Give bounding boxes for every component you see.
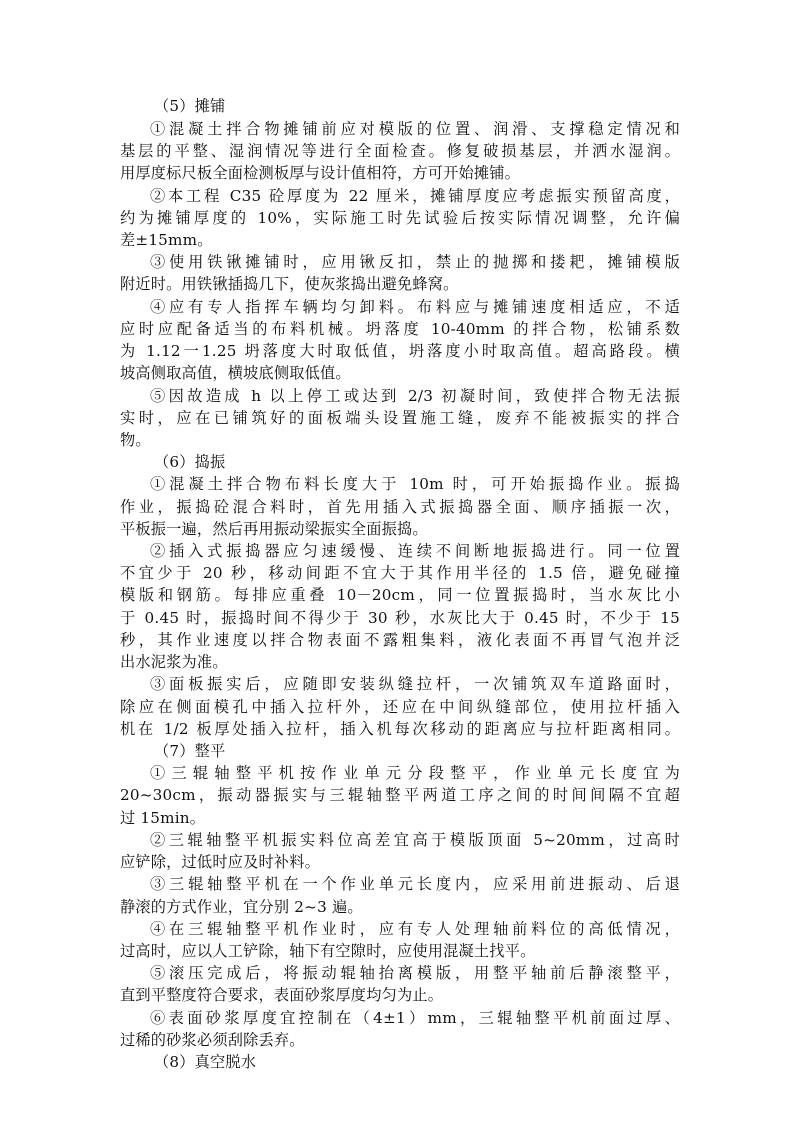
section-heading: （5）摊铺 xyxy=(154,97,226,115)
section-heading: （8）真空脱水 xyxy=(154,1053,257,1071)
text-line: 机在 1/2 板厚处插入拉杆，插入机每次移动的距离应与拉杆距离相同。 xyxy=(120,720,680,738)
text-line: ⑤因故造成 h 以上停工或达到 2/3 初凝时间，致使拌合物无法振 xyxy=(150,387,680,405)
text-line: ③三辊轴整平机在一个作业单元长度内，应采用前进振动、后退 xyxy=(150,875,680,893)
text-line: 基层的平整、湿润情况等进行全面检查。修复破损基层，并洒水湿润。 xyxy=(120,142,680,160)
text-line: 于 0.45 时，振捣时间不得少于 30 秒，水灰比大于 0.45 时，不少于 15 xyxy=(120,609,680,627)
text-line: ①混凝土拌合物布料长度大于 10m 时，可开始振捣作业。振捣 xyxy=(150,475,680,493)
text-line: 实时，应在已铺筑好的面板端头设置施工缝，废弃不能被振实的拌合 xyxy=(120,409,680,427)
text-line: ②三辊轴整平机振实料位高差宜高于模版顶面 5~20mm，过高时 xyxy=(150,831,680,849)
text-line: 附近时。用铁锹插捣几下，使灰浆捣出避免蜂窝。 xyxy=(120,275,459,293)
text-line: 平板振一遍，然后再用振动梁振实全面振捣。 xyxy=(120,520,428,538)
text-line: 秒，其作业速度以拌合物表面不露粗集料，液化表面不再冒气泡并泛 xyxy=(120,631,680,649)
text-line: 过 15min。 xyxy=(120,809,206,827)
text-line: 用厚度标尺板全面检测板厚与设计值相符，方可开始摊铺。 xyxy=(120,164,521,182)
text-line: 除应在侧面模孔中插入拉杆外，还应在中间纵缝部位，使用拉杆插入 xyxy=(120,698,680,716)
text-line: ②插入式振捣器应匀速缓慢、连续不间断地振捣进行。同一位置 xyxy=(150,542,680,560)
section-heading: （7）整平 xyxy=(154,742,226,760)
text-line: ⑤滚压完成后，将振动辊轴抬离模版，用整平轴前后静滚整平， xyxy=(150,964,680,982)
text-line: ③使用铁锹摊铺时，应用锹反扣，禁止的抛掷和搂耙，摊铺模版 xyxy=(150,253,680,271)
text-line: ④在三辊轴整平机作业时，应有专人处理轴前料位的高低情况， xyxy=(150,920,680,938)
text-line: 物。 xyxy=(120,431,151,449)
text-line: 作业，振捣砼混合料时，首先用插入式振捣器全面、顺序插振一次， xyxy=(120,498,680,516)
text-line: 20~30cm，振动器振实与三辊轴整平两道工序之间的时间间隔不宜超 xyxy=(120,786,680,804)
text-line: 坡高侧取高值，横坡底侧取低值。 xyxy=(120,364,351,382)
text-line: 静滚的方式作业，宜分别 2~3 遍。 xyxy=(120,898,363,916)
text-line: 约为摊铺厚度的 10%，实际施工时先试验后按实际情况调整，允许偏 xyxy=(120,209,680,227)
text-line: ④应有专人指挥车辆均匀卸料。布料应与摊铺速度相适应，不适 xyxy=(150,298,680,316)
text-line: 差±15mm。 xyxy=(120,231,213,249)
text-line: ①三辊轴整平机按作业单元分段整平，作业单元长度宜为 xyxy=(150,764,680,782)
text-line: 应铲除，过低时应及时补料。 xyxy=(120,853,321,871)
text-line: 直到平整度符合要求，表面砂浆厚度均匀为止。 xyxy=(120,986,444,1004)
text-line: ①混凝土拌合物摊铺前应对模版的位置、润滑、支撑稳定情况和 xyxy=(150,120,680,138)
text-line: ③面板振实后，应随即安装纵缝拉杆，一次铺筑双车道路面时， xyxy=(150,675,680,693)
text-line: ②本工程 C35 砼厚度为 22 厘米，摊铺厚度应考虑振实预留高度， xyxy=(150,187,680,205)
text-line: 为 1.12一1.25 坍落度大时取低值，坍落度小时取高值。超高路段。横 xyxy=(120,342,680,360)
section-heading: （6）捣振 xyxy=(154,453,226,471)
text-line: ⑥表面砂浆厚度宜控制在（4±1）mm，三辊轴整平机前面过厚、 xyxy=(150,1009,680,1027)
text-line: 不宜少于 20 秒，移动间距不宜大于其作用半径的 1.5 倍，避免碰撞 xyxy=(120,564,680,582)
text-line: 应时应配备适当的布料机械。坍落度 10-40mm 的拌合物，松铺系数 xyxy=(120,320,680,338)
text-line: 过高时，应以人工铲除，轴下有空隙时，应使用混凝土找平。 xyxy=(120,942,536,960)
text-line: 出水泥浆为准。 xyxy=(120,653,228,671)
text-line: 模版和钢筋。每排应重叠 10－20cm，同一位置振捣时，当水灰比小 xyxy=(120,586,680,604)
text-line: 过稀的砂浆必须刮除丢弃。 xyxy=(120,1031,305,1049)
